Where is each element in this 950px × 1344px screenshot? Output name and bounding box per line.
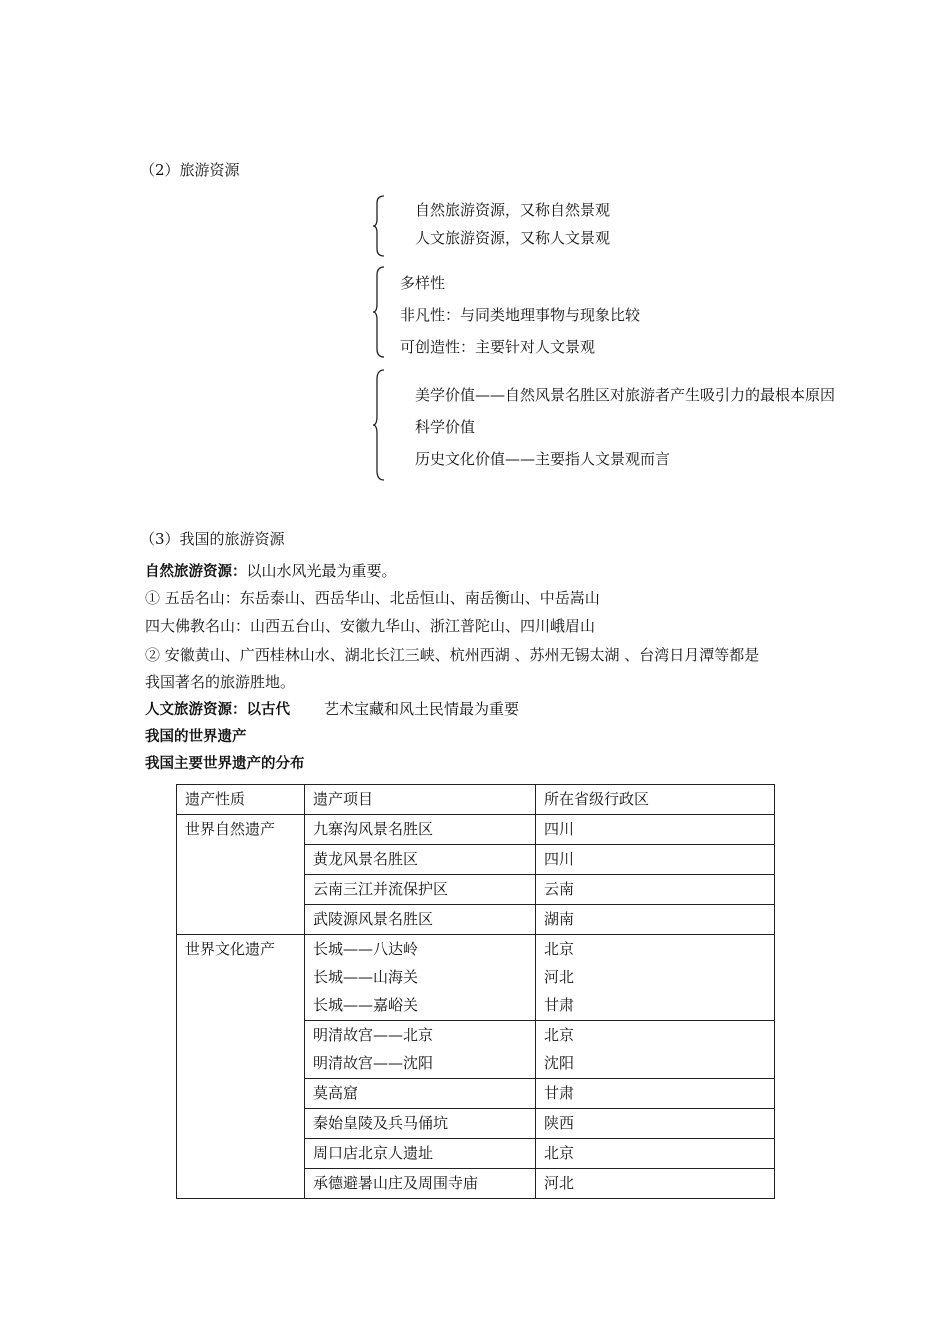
type-cultural: 人文旅游资源，又称人文景观 [415, 229, 611, 247]
heritage-table [176, 784, 775, 1199]
buddhist-mountains-line: 四大佛教名山：山西五台山、安徽九华山、浙江普陀山、四川峨眉山 [145, 617, 596, 635]
section2-heading: （2）旅游资源 [140, 161, 240, 179]
heritage-province: 四川 [536, 815, 775, 845]
cultural-heritage-label: 世界文化遗产 [177, 935, 305, 1199]
header-province: 所在省级行政区 [536, 785, 775, 815]
heritage-province: 甘肃 [544, 996, 575, 1014]
natural-resources-text: 以山水风光最为重要。 [246, 562, 397, 580]
heritage-item: 九寨沟风景名胜区 [305, 815, 536, 845]
feature-diversity: 多样性 [400, 274, 446, 292]
heritage-item-group [305, 935, 536, 1021]
heritage-province: 沈阳 [544, 1054, 575, 1072]
heritage-province: 北京 [536, 1139, 775, 1169]
heritage-province: 甘肃 [536, 1079, 775, 1109]
heritage-province: 河北 [536, 1169, 775, 1199]
type-natural: 自然旅游资源，又称自然景观 [415, 201, 611, 219]
heritage-province: 云南 [536, 875, 775, 905]
cultural-resources-line [145, 699, 519, 720]
section3-heading: （3）我国的旅游资源 [140, 530, 285, 548]
brace-features [372, 266, 386, 358]
famous-sites-line: ② 安徽黄山、广西桂林山水、湖北长江三峡、杭州西湖 、苏州无锡太湖 、台湾日月潭等都是 [145, 646, 760, 664]
natural-resources-line [145, 561, 397, 582]
natural-resources-label: 自然旅游资源： [145, 564, 247, 580]
heritage-province-group [536, 935, 775, 1021]
heritage-item: 云南三江并流保护区 [305, 875, 536, 905]
header-item: 遗产项目 [305, 785, 536, 815]
table-row [177, 815, 775, 845]
heritage-province: 北京 [544, 940, 575, 958]
heritage-province: 陕西 [536, 1109, 775, 1139]
heritage-province: 四川 [536, 845, 775, 875]
cultural-resources-text-b: 古代 [261, 702, 290, 718]
value-historical: 历史文化价值——主要指人文景观而言 [415, 450, 671, 468]
feature-uniqueness: 非凡性：与同类地理事物与现象比较 [400, 306, 641, 324]
heritage-item: 黄龙风景名胜区 [305, 845, 536, 875]
header-type: 遗产性质 [177, 785, 305, 815]
cultural-resources-label: 人文旅游资源： [145, 702, 247, 718]
heritage-item: 秦始皇陵及兵马俑坑 [305, 1109, 536, 1139]
brace-values [372, 369, 386, 481]
heritage-province: 湖南 [536, 905, 775, 935]
value-scientific: 科学价值 [415, 418, 476, 436]
natural-heritage-label: 世界自然遗产 [177, 815, 305, 935]
heritage-item: 明清故宫——北京 [313, 1026, 434, 1044]
cultural-resources-text-c: 艺术宝藏和风土民情最为重要 [324, 700, 520, 718]
world-heritage-title: 我国的世界遗产 [145, 729, 247, 745]
heritage-province: 河北 [544, 968, 575, 986]
value-aesthetic: 美学价值——自然风景名胜区对旅游者产生吸引力的最根本原因 [415, 386, 836, 404]
heritage-item-group [305, 1021, 536, 1079]
cultural-resources-text-a: 以 [246, 702, 261, 718]
heritage-province: 北京 [544, 1026, 575, 1044]
heritage-item: 周口店北京人遗址 [305, 1139, 536, 1169]
famous-sites-line-cont: 我国著名的旅游胜地。 [145, 673, 296, 691]
five-mountains-line: ① 五岳名山：东岳泰山、西岳华山、北岳恒山、南岳衡山、中岳嵩山 [145, 589, 600, 607]
table-header-row [177, 785, 775, 815]
heritage-item: 明清故宫——沈阳 [313, 1054, 434, 1072]
heritage-item: 莫高窟 [305, 1079, 536, 1109]
heritage-item: 长城——八达岭 [313, 940, 419, 958]
heritage-distribution-title: 我国主要世界遗产的分布 [145, 756, 305, 772]
table-row [177, 935, 775, 1021]
heritage-item: 武陵源风景名胜区 [305, 905, 536, 935]
brace-types [372, 195, 386, 257]
heritage-item: 承德避暑山庄及周围寺庙 [305, 1169, 536, 1199]
feature-creativity: 可创造性：主要针对人文景观 [400, 338, 596, 356]
heritage-province-group [536, 1021, 775, 1079]
heritage-item: 长城——山海关 [313, 968, 419, 986]
heritage-item: 长城——嘉峪关 [313, 996, 419, 1014]
